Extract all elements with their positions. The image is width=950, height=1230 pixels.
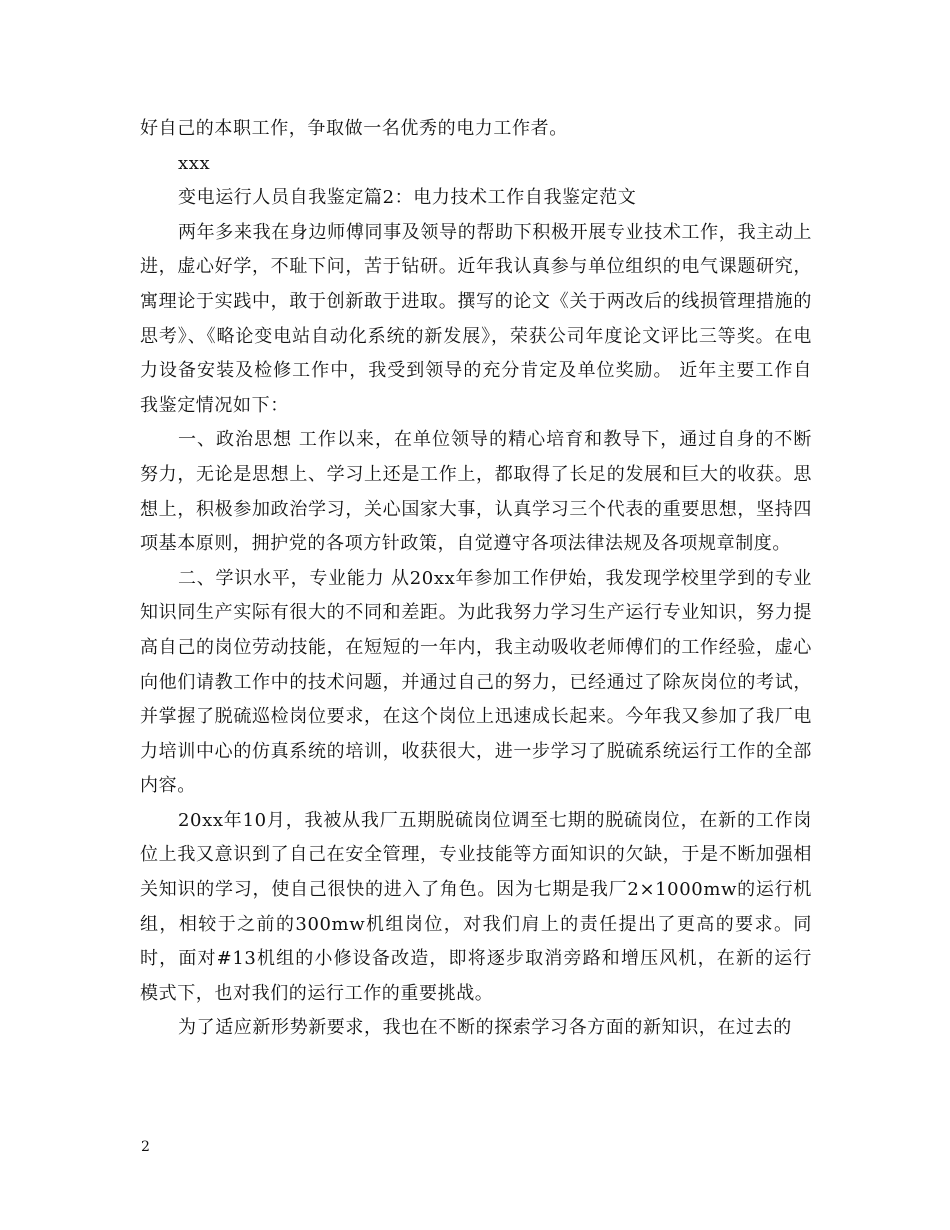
paragraph-job-transfer: 20xx年10月，我被从我厂五期脱硫岗位调至七期的脱硫岗位，在新的工作岗位上我又意识到了自己在安全管理，专业技能等方面知识的欠缺，于是不断加强相关知识的学习，使自己很快的进入了角色。因为七期是我厂2×1000mw的运行机组，相较于之前的300mw机组岗位，对我们肩上的责任提出了更高的要求。同时，面对#13机组的小修设备改造，即将逐步取消旁路和增压风机，在新的运行模式下，也对我们的运行工作的重要挑战。 (140, 809, 812, 1004)
paragraph-political-thought: 一、政治思想 工作以来，在单位领导的精心培育和教导下，通过自身的不断努力，无论是思想上、学习上还是工作上，都取得了长足的发展和巨大的收获。思想上，积极参加政治学习，关心国家大事，认真学习三个代表的重要思想，坚持四项基本原则，拥护党的各项方针政策，自觉遵守各项法律法规及各项规章制度。 (140, 429, 812, 555)
paragraph-continuation: 好自己的本职工作，争取做一名优秀的电力工作者。 (140, 118, 568, 139)
paragraph-professional-ability: 二、学识水平，专业能力 从20xx年参加工作伊始，我发现学校里学到的专业知识同生产实际有很大的不同和差距。为此我努力学习生产运行专业知识，努力提高自己的岗位劳动技能，在短短的一年内，我主动吸收老师傅们的工作经验，虚心向他们请教工作中的技术问题，并通过自己的努力，已经通过了除灰岗位的考试，并掌握了脱硫巡检岗位要求，在这个岗位上迅速成长起来。今年我又参加了我厂电力培训中心的仿真系统的培训，收获很大，进一步学习了脱硫系统运行工作的全部内容。 (140, 567, 812, 797)
paragraph-new-requirements: 为了适应新形势新要求，我也在不断的探索学习各方面的新知识，在过去的 (178, 1017, 792, 1039)
paragraph-intro: 两年多来我在身边师傅同事及领导的帮助下积极开展专业技术工作，我主动上进，虚心好学，不耻下问，苦于钻研。近年我认真参与单位组织的电气课题研究，寓理论于实践中，敢于创新敢于进取。撰写的论文《关于两改后的线损管理措施的思考》、《略论变电站自动化系统的新发展》，荣获公司年度论文评比三等奖。在电力设备安装及检修工作中，我受到领导的充分肯定及单位奖励。 近年主要工作自我鉴定情况如下： (140, 221, 812, 416)
section-heading: 变电运行人员自我鉴定篇2：电力技术工作自我鉴定范文 (178, 187, 637, 209)
document-body (140, 112, 812, 1046)
paragraph-separator: xxx (178, 152, 211, 174)
page-number: 2 (141, 1139, 150, 1155)
